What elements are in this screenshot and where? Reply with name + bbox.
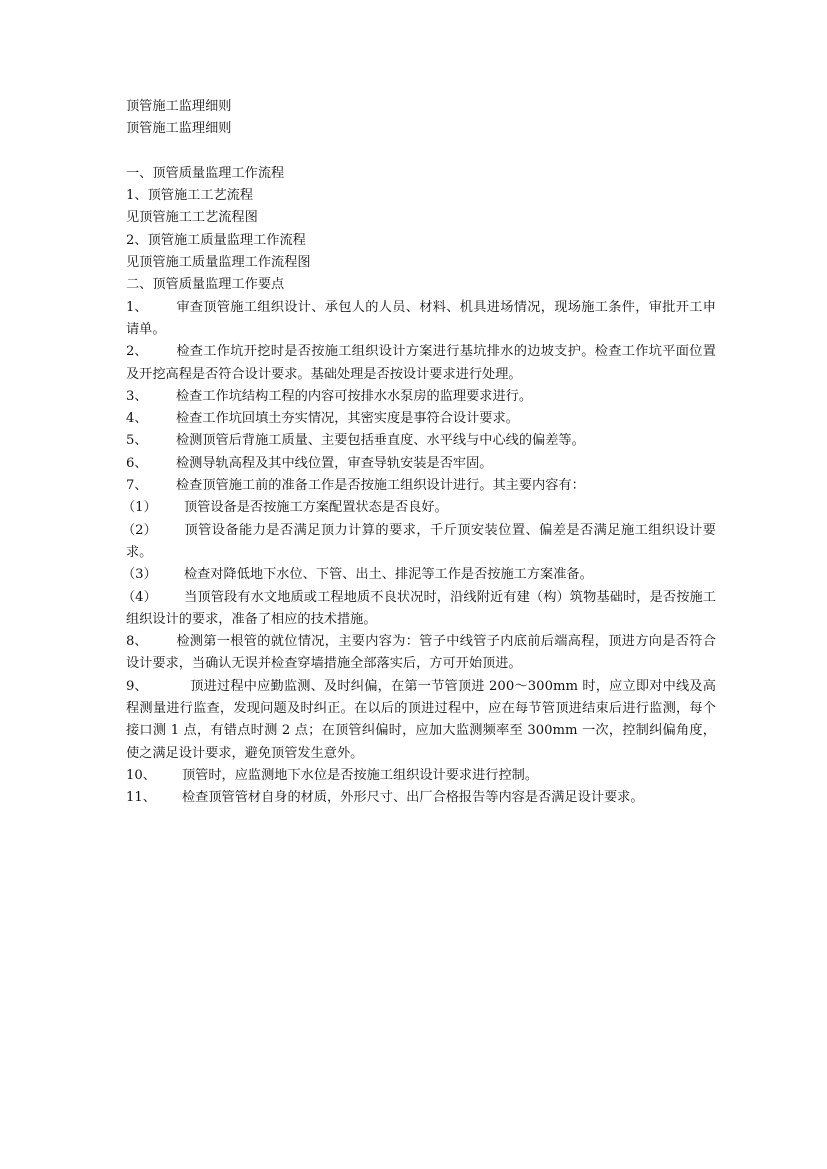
point-text: 审查顶管施工组织设计、承包人的人员、材料、机具进场情况，现场施工条件，审批开工申请单。 — [126, 299, 716, 337]
point-item — [126, 453, 716, 475]
section-1-item: 1、顶管施工工艺流程 — [126, 188, 254, 204]
point-item — [126, 631, 716, 676]
point-text: 顶进过程中应勤监测、及时纠偏，在第一节管顶进 200～300mm 时，应立即对中线及高程测量进行监查，发现问题及时纠正。在以后的顶进过程中，应在每节管顶进结束后进行监测，每个接口测 1 点，有错点时测 2 点；在顶管纠偏时，应加大监测频率至 300mm 一次，控制纠偏角度，使之满足设计要求，避免顶管发生意外。 — [126, 678, 716, 761]
document-body — [122, 96, 716, 810]
point-number: 8、 — [126, 634, 148, 650]
point-text: 顶管时，应监测地下水位是否按施工组织设计要求进行控制。 — [182, 767, 539, 783]
point-item — [126, 297, 716, 342]
point-text: 检查顶管施工前的准备工作是否按施工组织设计进行。其主要内容有： — [176, 478, 585, 494]
document-subtitle: 顶管施工监理细则 — [126, 121, 232, 137]
section-1-item: 2、顶管施工质量监理工作流程 — [126, 232, 306, 248]
subpoint-item — [122, 587, 716, 632]
point-number: 7、 — [126, 478, 148, 494]
point-item — [126, 341, 716, 386]
point-item — [126, 475, 716, 497]
section-1-item: 见顶管施工质量监理工作流程图 — [126, 255, 311, 271]
point-number: 4、 — [126, 411, 148, 427]
point-number: 10、 — [126, 767, 156, 783]
subpoint-number: （1） — [122, 500, 157, 516]
point-number: 5、 — [126, 433, 148, 449]
subpoint-number: （4） — [122, 589, 157, 605]
point-number: 3、 — [126, 388, 148, 404]
point-item — [126, 386, 716, 408]
point-text: 检测顶管后背施工质量、主要包括垂直度、水平线与中心线的偏差等。 — [176, 433, 585, 449]
subpoint-text: 顶管设备是否按施工方案配置状态是否良好。 — [184, 500, 448, 516]
point-text: 检查顶管管材自身的材质，外形尺寸、出厂合格报告等内容是否满足设计要求。 — [182, 790, 644, 806]
subpoint-item — [122, 564, 716, 586]
subpoint-number: （3） — [122, 567, 157, 583]
point-number: 2、 — [126, 344, 148, 360]
point-item — [126, 408, 716, 430]
subpoint-text: 当顶管段有水文地质或工程地质不良状况时，沿线附近有建（构）筑物基础时，是否按施工组织设计的要求，准备了相应的技术措施。 — [126, 589, 716, 627]
section-2-heading: 二、顶管质量监理工作要点 — [126, 277, 285, 293]
point-item — [126, 787, 716, 809]
point-text: 检查工作坑开挖时是否按施工组织设计方案进行基坑排水的边坡支护。检查工作坑平面位置及开挖高程是否符合设计要求。基础处理是否按设计要求进行处理。 — [126, 344, 716, 382]
point-number: 9、 — [126, 678, 148, 694]
subpoint-item — [122, 520, 716, 565]
section-1-heading: 一、顶管质量监理工作流程 — [126, 165, 285, 181]
subpoint-text: 检查对降低地下水位、下管、出土、排泥等工作是否按施工方案准备。 — [184, 567, 593, 583]
point-number: 11、 — [126, 790, 156, 806]
point-text: 检查工作坑回填土夯实情况，其密实度是事符合设计要求。 — [176, 411, 519, 427]
subpoint-number: （2） — [122, 522, 157, 538]
point-text: 检查工作坑结构工程的内容可按排水水泵房的监理要求进行。 — [176, 388, 533, 404]
blank-line — [126, 141, 716, 163]
point-number: 1、 — [126, 299, 148, 315]
document-title: 顶管施工监理细则 — [126, 99, 232, 114]
point-text: 检测第一根管的就位情况，主要内容为：管子中线管子内底前后端高程，顶进方向是否符合设计要求，当确认无误并检查穿墙措施全部落实后，方可开始顶进。 — [126, 634, 716, 672]
section-1-item: 见顶管施工工艺流程图 — [126, 210, 258, 226]
subpoint-text: 顶管设备能力是否满足顶力计算的要求，千斤顶安装位置、偏差是否满足施工组织设计要求。 — [126, 522, 716, 560]
point-number: 6、 — [126, 455, 148, 471]
point-text: 检测导轨高程及其中线位置，审查导轨安装是否牢固。 — [176, 455, 493, 471]
point-item — [126, 676, 716, 765]
point-item — [126, 765, 716, 787]
point-item — [126, 430, 716, 452]
subpoint-item — [122, 497, 716, 519]
